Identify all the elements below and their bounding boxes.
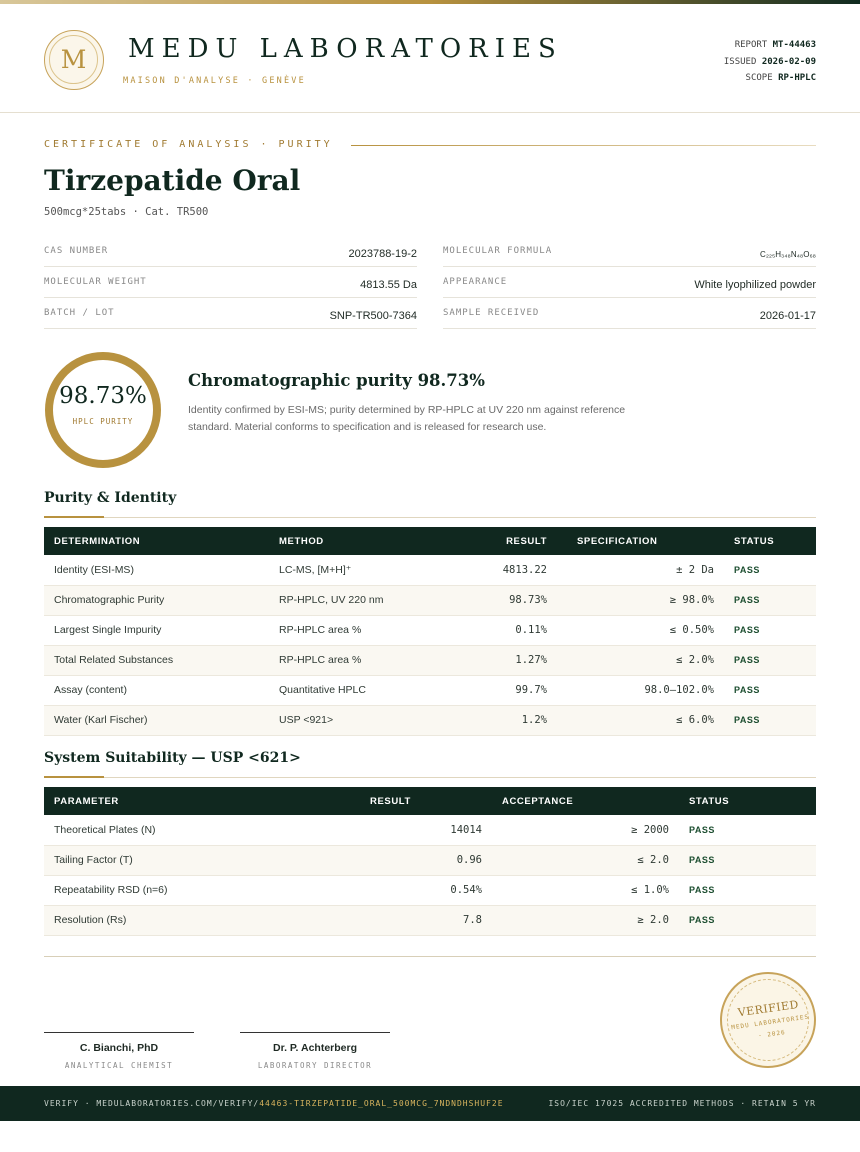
parameter-cell: Resolution (Rs) (44, 905, 314, 935)
suitability-title-underline (44, 776, 104, 778)
property-batch-lot (44, 298, 417, 329)
method-cell: RP-HPLC area % (269, 615, 439, 645)
purity-table-title: Purity & Identity (44, 490, 177, 506)
verification-footer (0, 1086, 860, 1121)
result-cell: 1.27% (439, 645, 557, 675)
purity-title-rule (44, 517, 816, 518)
property-value: 2026-01-17 (759, 310, 816, 322)
acceptance-cell: ≥ 2.0 (492, 905, 679, 935)
status-badge: PASS (724, 705, 816, 735)
property-key: APPEARANCE (443, 277, 508, 287)
report-label: REPORT (734, 40, 768, 50)
determination-cell: Water (Karl Fischer) (44, 705, 269, 735)
property-value: 2023788-19-2 (348, 248, 417, 260)
signatory-name: C. Bianchi, PhD (79, 1042, 159, 1054)
report-number: MT-44463 (772, 40, 816, 50)
specification-cell: ≤ 2.0% (557, 645, 724, 675)
determination-cell: Largest Single Impurity (44, 615, 269, 645)
table-row (44, 905, 816, 935)
table-row (44, 615, 816, 645)
accreditation-note: ISO/IEC 17025 ACCREDITED METHODS · RETAIN 5 YR (548, 1099, 816, 1108)
logo-monogram: M (49, 35, 98, 84)
acceptance-cell: ≤ 1.0% (492, 875, 679, 905)
specification-cell: 98.0–102.0% (557, 675, 724, 705)
column-header: METHOD (279, 535, 324, 547)
property-key: MOLECULAR FORMULA (443, 246, 553, 256)
status-badge: PASS (679, 875, 816, 905)
table-row (44, 845, 816, 875)
status-badge: PASS (724, 615, 816, 645)
result-cell: 98.73% (439, 585, 557, 615)
result-cell: 1.2% (439, 705, 557, 735)
status-badge: PASS (724, 555, 816, 585)
table-header-row (44, 527, 816, 555)
result-cell: 0.96 (314, 845, 492, 875)
method-cell: Quantitative HPLC (269, 675, 439, 705)
signature-line (240, 1032, 390, 1033)
suitability-table-title: System Suitability — USP <621> (44, 750, 301, 766)
issued-date: 2026-02-09 (761, 56, 816, 67)
method-cell: USP <921> (269, 705, 439, 735)
column-header: STATUS (734, 535, 775, 547)
purity-ring-label: HPLC PURITY (72, 417, 134, 426)
verify-prefix: VERIFY · MEDULABORATORIES.COM/VERIFY/ (44, 1099, 260, 1108)
brand-tagline: MAISON D'ANALYSE · GENÈVE (123, 76, 306, 86)
scope-row (724, 70, 816, 87)
table-row (44, 555, 816, 585)
verified-seal (720, 972, 816, 1068)
property-key: SAMPLE RECEIVED (443, 308, 540, 318)
specification-cell: ≤ 6.0% (557, 705, 724, 735)
seal-title: VERIFIED (737, 997, 800, 1020)
result-cell: 0.11% (439, 615, 557, 645)
method-cell: RP-HPLC, UV 220 nm (269, 585, 439, 615)
seal-line-1: MEDU LABORATORIES (730, 1013, 810, 1032)
purity-description: Identity confirmed by ESI-MS; purity determined by RP-HPLC at UV 220 nm against reference standard. Material conforms to specification and is released for research use. (188, 404, 626, 433)
table-row (44, 875, 816, 905)
property-molecular-formula (443, 236, 816, 267)
report-meta (724, 37, 816, 87)
property-value: White lyophilized powder (694, 279, 816, 291)
property-value: C₂₂₅H₃₄₈N₄₈O₆₈ (760, 250, 816, 259)
specification-cell: ≤ 0.50% (557, 615, 724, 645)
property-appearance (443, 267, 816, 298)
purity-identity-table (44, 527, 816, 736)
column-header: RESULT (506, 535, 547, 547)
issued-label: ISSUED (723, 56, 757, 67)
column-header: SPECIFICATION (577, 535, 658, 547)
specification-cell: ≥ 98.0% (557, 585, 724, 615)
issued-row (724, 54, 816, 71)
report-number-row (724, 37, 816, 54)
table-row (44, 585, 816, 615)
result-cell: 0.54% (314, 875, 492, 905)
page-header (0, 4, 860, 113)
status-badge: PASS (679, 815, 816, 845)
product-title: Tirzepatide Oral (44, 164, 301, 197)
parameter-cell: Repeatability RSD (n=6) (44, 875, 314, 905)
specification-cell: ± 2 Da (557, 555, 724, 585)
property-key: BATCH / LOT (44, 308, 115, 318)
property-key: CAS NUMBER (44, 246, 109, 256)
status-badge: PASS (679, 845, 816, 875)
property-value: 4813.55 Da (360, 279, 417, 291)
result-cell: 99.7% (439, 675, 557, 705)
product-subtitle: 500mcg*25tabs · Cat. TR500 (44, 206, 209, 218)
parameter-cell: Tailing Factor (T) (44, 845, 314, 875)
property-cas-number (44, 236, 417, 267)
verify-link[interactable] (44, 1099, 504, 1108)
scope-label: SCOPE (745, 73, 773, 83)
purity-title-underline (44, 516, 104, 518)
column-header: DETERMINATION (54, 535, 141, 547)
result-cell: 7.8 (314, 905, 492, 935)
table-row (44, 705, 816, 735)
property-key: MOLECULAR WEIGHT (44, 277, 147, 287)
signature-line (44, 1032, 194, 1033)
acceptance-cell: ≤ 2.0 (492, 845, 679, 875)
determination-cell: Chromatographic Purity (44, 585, 269, 615)
column-header: RESULT (370, 795, 411, 807)
system-suitability-table (44, 787, 816, 936)
purity-heading: Chromatographic purity 98.73% (188, 371, 485, 390)
determination-cell: Assay (content) (44, 675, 269, 705)
result-cell: 14014 (314, 815, 492, 845)
acceptance-cell: ≥ 2000 (492, 815, 679, 845)
seal-line-2: · 2026 (757, 1028, 787, 1040)
determination-cell: Identity (ESI-MS) (44, 555, 269, 585)
certificate-kicker: CERTIFICATE OF ANALYSIS · PURITY (44, 139, 333, 150)
result-cell: 4813.22 (439, 555, 557, 585)
signatory-role: LABORATORY DIRECTOR (257, 1061, 373, 1070)
signatory-role: ANALYTICAL CHEMIST (64, 1061, 174, 1070)
status-badge: PASS (679, 905, 816, 935)
suitability-title-rule (44, 777, 816, 778)
column-header: PARAMETER (54, 795, 119, 807)
parameter-cell: Theoretical Plates (N) (44, 815, 314, 845)
signature-divider (44, 956, 816, 957)
table-header-row (44, 787, 816, 815)
column-header: ACCEPTANCE (502, 795, 574, 807)
verify-code: 44463-TIRZEPATIDE_ORAL_500MCG_7NDNDHSHUF2E (259, 1099, 504, 1108)
purity-ring (45, 352, 161, 468)
brand-name: MEDU LABORATORIES (128, 34, 563, 64)
signature-block-chemist (44, 1032, 194, 1070)
property-molecular-weight (44, 267, 417, 298)
purity-ring-value: 98.73% (59, 383, 147, 409)
property-value: SNP-TR500-7364 (329, 310, 417, 322)
table-row (44, 645, 816, 675)
method-cell: LC-MS, [M+H]⁺ (269, 555, 439, 585)
brand-logo (44, 30, 104, 90)
table-row (44, 815, 816, 845)
method-cell: RP-HPLC area % (269, 645, 439, 675)
table-row (44, 675, 816, 705)
signature-block-director (240, 1032, 390, 1070)
status-badge: PASS (724, 585, 816, 615)
status-badge: PASS (724, 675, 816, 705)
property-sample-received (443, 298, 816, 329)
kicker-divider (351, 145, 816, 146)
status-badge: PASS (724, 645, 816, 675)
scope-value: RP-HPLC (778, 73, 816, 83)
determination-cell: Total Related Substances (44, 645, 269, 675)
column-header: STATUS (689, 795, 730, 807)
signatory-name: Dr. P. Achterberg (272, 1042, 358, 1054)
